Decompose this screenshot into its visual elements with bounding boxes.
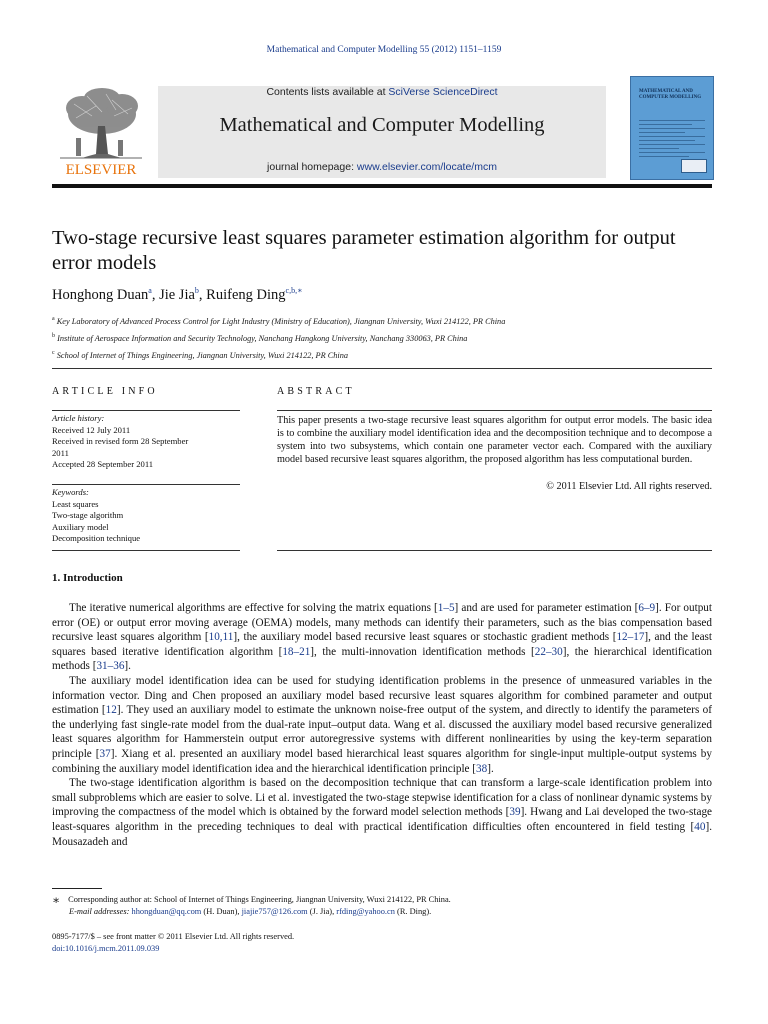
citation-link[interactable]: 10,11 xyxy=(208,631,234,644)
keyword-item: Two-stage algorithm xyxy=(52,510,124,520)
cover-title: MATHEMATICAL AND COMPUTER MODELLING xyxy=(639,89,702,100)
paragraph-text: ]. Xiang et al. presented an auxiliary model based hierarchical least squares algorithm for single-input multiple-output systems by combining the auxiliary model identification idea and the hierarchical identification principle [ xyxy=(52,747,712,775)
citation-link[interactable]: 39 xyxy=(509,806,521,819)
footnote xyxy=(52,894,712,918)
body-paragraph xyxy=(52,601,712,674)
citation-link[interactable]: 6–9 xyxy=(638,602,656,614)
body-paragraph xyxy=(52,776,712,849)
citation-link[interactable]: 22–30 xyxy=(534,645,563,658)
header-rule xyxy=(52,184,712,188)
paragraph-text: ] and are used for parameter estimation [ xyxy=(454,602,639,614)
paragraph-text: ]. Hwang and Lai developed the two-stage least-squares algorithm in the preceding techniques to deal with practical identification difficulties often encountered in field testing [ xyxy=(52,806,713,833)
article-info-bottom-rule xyxy=(52,550,240,551)
email-link[interactable]: rfding@yahoo.cn xyxy=(336,907,395,916)
history-item: 2011 xyxy=(52,447,69,458)
abstract-rule xyxy=(277,410,712,411)
author-name: Honghong Duan xyxy=(52,286,149,303)
keywords-rule xyxy=(52,484,240,485)
author-name: Jie Jia xyxy=(159,286,195,303)
publisher-name: ELSEVIER xyxy=(65,162,137,178)
footnote-rule xyxy=(52,888,102,889)
email-addresses: E-mail addresses: hhongduan@qq.com (H. Duan), jiajie757@126.com (J. Jia), rfding@yahoo.cn (R. Ding). xyxy=(69,907,432,916)
introduction-body xyxy=(52,601,712,849)
citation-link[interactable]: 38 xyxy=(476,762,488,775)
citation-link[interactable]: 12 xyxy=(105,704,117,717)
paragraph-text: The two-stage identification algorithm is based on the decomposition technique that can transform a large-scale identification problem into small subproblems which are easier to solve. Li et al. investigated the two-stage stepwise identification for a class of nonlinear dynamic systems by improving the compactness of the model which is obtained by the forward model selection methods [ xyxy=(52,777,712,819)
sciencedirect-link[interactable]: SciVerse ScienceDirect xyxy=(388,86,498,98)
journal-cover-image xyxy=(630,76,714,180)
paragraph-text: ]. Mousazadeh and xyxy=(52,820,712,848)
paragraph-text: ], the multi-innovation identification methods [ xyxy=(310,645,535,658)
footnote-marker: ∗ xyxy=(52,893,61,907)
body-paragraph xyxy=(52,674,712,776)
paragraph-text: The iterative numerical algorithms are effective for solving the matrix equations [ xyxy=(69,602,438,614)
contents-prefix: Contents lists available at xyxy=(266,86,389,98)
author-affiliation-ref[interactable]: a xyxy=(148,286,152,295)
journal-banner xyxy=(158,86,606,178)
front-matter-line: 0895-7177/$ – see front matter © 2011 Elsevier Ltd. All rights reserved. xyxy=(52,932,295,941)
homepage-link[interactable]: www.elsevier.com/locate/mcm xyxy=(356,161,497,173)
homepage-line xyxy=(158,161,606,173)
affiliation-item: $^c$ School of Internet of Things Engineering, Jiangnan University, Wuxi 214122, PR China xyxy=(52,349,349,360)
corresponding-author-note: ∗ Corresponding author at: School of Internet of Things Engineering, Jiangnan University, Wuxi 214122, PR China. xyxy=(52,893,451,907)
email-link[interactable]: jiajie757@126.com xyxy=(241,907,308,916)
doi-link[interactable]: doi:10.1016/j.mcm.2011.09.039 xyxy=(52,943,160,953)
paragraph-text: The auxiliary model identification idea can be used for studying identification problems in the presence of unmeasured variables in the information vector. Ding and Chen proposed an auxiliary model based recursive least squares algorithm for combined parameter and output estimation [ xyxy=(52,674,712,717)
journal-header xyxy=(52,86,712,178)
history-label: Article history: xyxy=(52,413,105,423)
history-item: Received in revised form 28 September xyxy=(52,436,189,446)
elsevier-logo xyxy=(52,86,150,178)
author-affiliation-ref[interactable]: c,b,∗ xyxy=(285,286,303,295)
history-item: Received 12 July 2011 xyxy=(52,424,131,435)
paragraph-text: ]. For output error (OE) or output error moving average (OEMA) models, many methods can identify their parameters, such as the bias compensation based recursive least squares algorithm [ xyxy=(52,602,712,644)
abstract-text: This paper presents a two-stage recursive least squares algorithm for output error models. The basic idea is to combine the auxiliary model identification idea and the decomposition technique and to decompose a system into two subsystems, which contain one parameter vector each. Compared with the auxiliary model based recursive least squares algorithm, the proposed algorithm has less computational burden. xyxy=(277,415,712,465)
affiliation-item: $^a$ Key Laboratory of Advanced Process Control for Light Industry (Ministry of Education), Jiangnan University, Wuxi 214122, PR China xyxy=(52,316,506,326)
citation-link[interactable]: 18–21 xyxy=(282,645,311,658)
homepage-prefix: journal homepage: xyxy=(267,161,357,173)
affiliation-item: $^b$ Institute of Aerospace Information and Security Technology, Nanchang Hangkong University, Nanchang 330063, PR China xyxy=(52,332,468,343)
paragraph-text: ], and the least squares based iterative identification algorithm [ xyxy=(52,631,712,658)
email-link[interactable]: hhongduan@qq.com xyxy=(131,907,202,916)
paragraph-text: ], the hierarchical identification methods [ xyxy=(52,645,713,673)
article-history xyxy=(52,413,240,471)
paragraph-text: ]. xyxy=(124,660,131,673)
cover-text-lines xyxy=(639,117,705,160)
paragraph-text: ]. xyxy=(487,762,494,775)
author-affiliation-ref[interactable]: b xyxy=(194,286,199,295)
journal-name: Mathematical and Computer Modelling xyxy=(219,114,545,136)
keywords-label: Keywords: xyxy=(52,487,89,497)
elsevier-tree-icon xyxy=(52,86,150,178)
affiliation-list xyxy=(52,312,712,362)
history-item: Accepted 28 September 2011 xyxy=(52,459,154,469)
keyword-item: Least squares xyxy=(52,498,99,509)
abstract-heading: ABSTRACT xyxy=(277,386,355,397)
keyword-item: Auxiliary model xyxy=(52,521,109,532)
citation-link[interactable]: 40 xyxy=(694,820,706,833)
paragraph-text: ], the auxiliary model based recursive least squares or stochastic gradient methods [ xyxy=(233,631,617,644)
paragraph-text: ]. They used an auxiliary model to estimate the unknown noise-free output of the system, and directly to identify the parameters of the underlying fast single-rate model from the dual-rate input–output data. Wang et al. discussed the auxiliary model based recursive generalized least squares algorithm for Hammerstein output error autoregressive systems with different nonlinearities by using the key-term separation principle [ xyxy=(52,704,712,760)
section-heading-introduction: 1. Introduction xyxy=(52,572,123,584)
citation-link[interactable]: 1–5 xyxy=(437,602,455,614)
citation-link[interactable]: 37 xyxy=(99,747,111,760)
cover-badge xyxy=(681,159,707,173)
abstract-bottom-rule xyxy=(277,550,712,551)
front-matter-notes xyxy=(52,931,294,954)
author-name: Ruifeng Ding xyxy=(206,286,286,303)
article-info-heading: ARTICLE INFO xyxy=(52,386,158,397)
author-list: Honghong Duan$^a$, Jie Jia$^b$, Ruifeng Ding$^{c,b,∗}$ xyxy=(52,286,303,303)
journal-reference[interactable]: Mathematical and Computer Modelling 55 (2012) 1151–1159 xyxy=(266,45,502,55)
article-info-rule xyxy=(52,410,240,411)
keyword-item: Decomposition technique xyxy=(52,533,141,543)
section-divider xyxy=(52,368,712,369)
citation-link[interactable]: 31–36 xyxy=(96,660,125,673)
abstract-copyright: © 2011 Elsevier Ltd. All rights reserved. xyxy=(546,481,712,492)
article-title: Two-stage recursive least squares parameter estimation algorithm for output error models xyxy=(52,227,676,274)
contents-line xyxy=(158,86,606,98)
keywords-block xyxy=(52,487,240,545)
citation-link[interactable]: 12–17 xyxy=(616,631,645,644)
